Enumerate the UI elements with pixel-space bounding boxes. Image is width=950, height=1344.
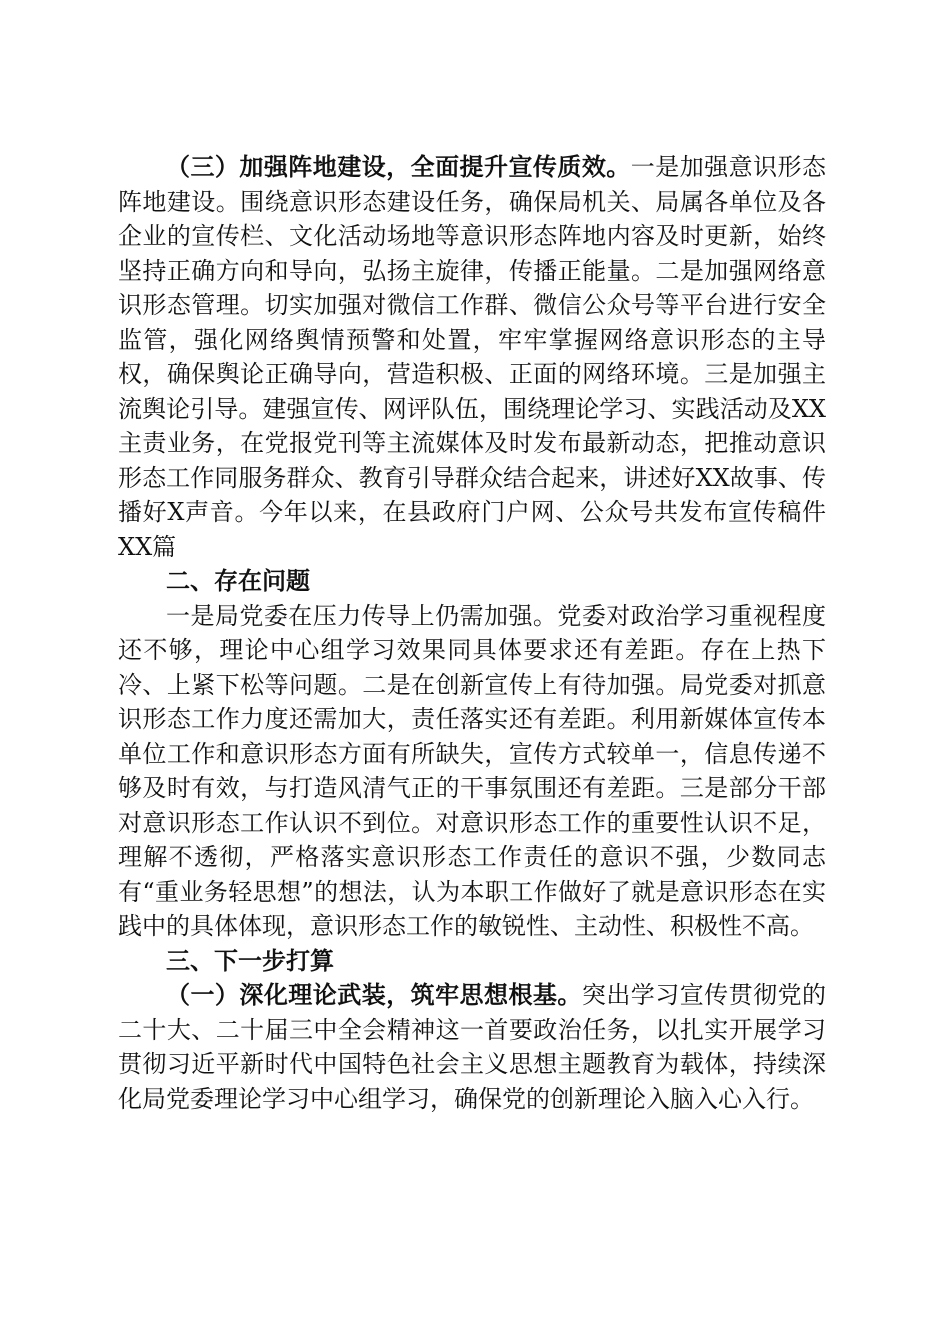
- paragraph-lead: （一）深化理论武装，筑牢思想根基。: [166, 980, 582, 1009]
- paragraph-strengthen-positions: [118, 150, 826, 564]
- paragraph-theory-armament: [118, 978, 826, 1116]
- document-body: [118, 150, 826, 1116]
- paragraph-lead: （三）加强阵地建设，全面提升宣传质效。: [166, 152, 631, 181]
- paragraph-existing-problems: [118, 599, 826, 944]
- paragraph-text: 一是加强意识形态阵地建设。围绕意识形态建设任务，确保局机关、局属各单位及各企业的宣传栏、文化活动场地等意识形态阵地内容及时更新，始终坚持正确方向和导向，弘扬主旋律，传播正能量。二是加强网络意识形态管理。切实加强对微信工作群、微信公众号等平台进行安全监管，强化网络舆情预警和处置，牢牢掌握网络意识形态的主导权，确保舆论正确导向，营造积极、正面的网络环境。三是加强主流舆论引导。建强宣传、网评队伍，围绕理论学习、实践活动及XX主责业务，在党报党刊等主流媒体及时发布最新动态，把推动意识形态工作同服务群众、教育引导群众结合起来，讲述好XX故事、传播好X声音。今年以来，在县政府门户网、公众号共发布宣传稿件XX篇: [118, 153, 827, 561]
- paragraph-text: 一是局党委在压力传导上仍需加强。党委对政治学习重视程度还不够，理论中心组学习效果同具体要求还有差距。存在上热下冷、上紧下松等问题。二是在创新宣传上有待加强。局党委对抓意识形态工作力度还需加大，责任落实还有差距。利用新媒体宣传本单位工作和意识形态方面有所缺失，宣传方式较单一，信息传递不够及时有效，与打造风清气正的干事氛围还有差距。三是部分干部对意识形态工作认识不到位。对意识形态工作的重要性认识不足，理解不透彻，严格落实意识形态工作责任的意识不强，少数同志有“重业务轻思想”的想法，认为本职工作做好了就是意识形态在实践中的具体体现，意识形态工作的敏锐性、主动性、积极性不高。: [118, 601, 826, 940]
- section-heading-next-steps: 三、下一步打算: [166, 946, 334, 975]
- section-heading-existing-problems: 二、存在问题: [166, 567, 310, 595]
- paragraph-text: 突出学习宣传贯彻党的二十大、二十届三中全会精神这一首要政治任务，以扎实开展学习贯彻习近平新时代中国特色社会主义思想主题教育为载体，持续深化局党委理论学习中心组学习，确保党的创新理论入脑入心入行。: [118, 981, 827, 1113]
